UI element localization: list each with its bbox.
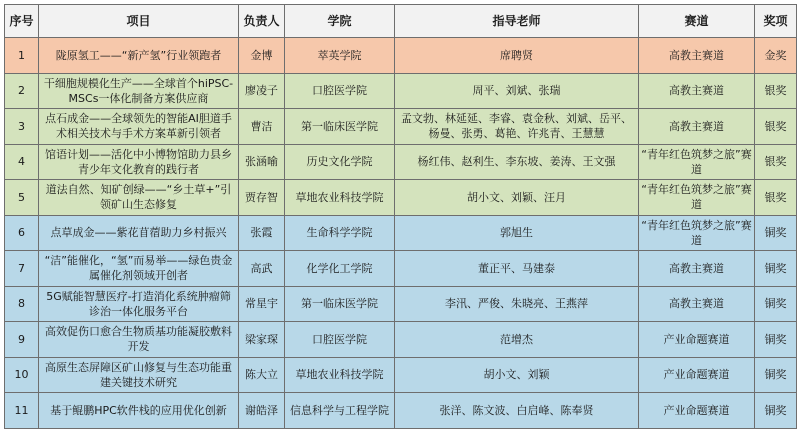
cell-college: 历史文化学院 [285, 144, 395, 180]
cell-leader: 常星宇 [239, 286, 285, 322]
cell-track: 高教主赛道 [639, 109, 755, 145]
cell-index: 10 [5, 357, 39, 393]
cell-college: 萃英学院 [285, 38, 395, 74]
header-leader: 负责人 [239, 5, 285, 38]
table-header [5, 5, 797, 38]
cell-award: 银奖 [755, 73, 797, 109]
cell-leader: 金博 [239, 38, 285, 74]
cell-college: 信息科学与工程学院 [285, 393, 395, 429]
cell-college: 草地农业科技学院 [285, 357, 395, 393]
cell-advisors: 张洋、陈文波、白启峰、陈奉贤 [395, 393, 639, 429]
cell-project: 馆语计划——活化中小博物馆助力县乡青少年文化教育的践行者 [39, 144, 239, 180]
cell-project: 点草成金——紫花苜蓿助力乡村振兴 [39, 215, 239, 251]
table-row [5, 251, 797, 287]
cell-advisors: 李汛、严俊、朱晓亮、王燕萍 [395, 286, 639, 322]
cell-leader: 高武 [239, 251, 285, 287]
cell-project: 道法自然、知矿创绿——“乡土草+”引领矿山生态修复 [39, 180, 239, 216]
cell-college: 化学化工学院 [285, 251, 395, 287]
table-row [5, 144, 797, 180]
table-row [5, 180, 797, 216]
cell-index: 9 [5, 322, 39, 358]
header-project: 项目 [39, 5, 239, 38]
cell-leader: 梁家琛 [239, 322, 285, 358]
cell-index: 11 [5, 393, 39, 429]
table-body [5, 38, 797, 429]
cell-track: 产业命题赛道 [639, 393, 755, 429]
cell-advisors: 孟文勃、林延延、李睿、袁金秋、刘斌、岳平、杨曼、张勇、葛艳、许兆青、王慧慧 [395, 109, 639, 145]
cell-advisors: 杨红伟、赵利生、李东坡、姜涛、王文强 [395, 144, 639, 180]
table-row [5, 109, 797, 145]
cell-track: 高教主赛道 [639, 251, 755, 287]
header-track: 赛道 [639, 5, 755, 38]
cell-college: 生命科学学院 [285, 215, 395, 251]
header-award: 奖项 [755, 5, 797, 38]
awards-table [4, 4, 797, 429]
cell-leader: 曹洁 [239, 109, 285, 145]
cell-track: “青年红色筑梦之旅”赛道 [639, 144, 755, 180]
cell-track: 产业命题赛道 [639, 357, 755, 393]
cell-leader: 张霞 [239, 215, 285, 251]
cell-project: 基于鲲鹏HPC软件栈的应用优化创新 [39, 393, 239, 429]
table-row [5, 322, 797, 358]
cell-leader: 陈大立 [239, 357, 285, 393]
cell-project: “洁”能催化，“氢”而易举——绿色贵金属催化剂领域开创者 [39, 251, 239, 287]
header-row [5, 5, 797, 38]
cell-index: 5 [5, 180, 39, 216]
cell-project: 点石成金——全球领先的智能AI胆道手术相关技术与手术方案革新引领者 [39, 109, 239, 145]
cell-track: 高教主赛道 [639, 286, 755, 322]
cell-track: 产业命题赛道 [639, 322, 755, 358]
cell-project: 高原生态屏障区矿山修复与生态功能重建关键技术研究 [39, 357, 239, 393]
cell-award: 银奖 [755, 144, 797, 180]
cell-index: 3 [5, 109, 39, 145]
cell-award: 铜奖 [755, 357, 797, 393]
cell-award: 银奖 [755, 109, 797, 145]
cell-index: 6 [5, 215, 39, 251]
cell-index: 1 [5, 38, 39, 74]
cell-project: 陇原氢工——“新产氢”行业领跑者 [39, 38, 239, 74]
header-college: 学院 [285, 5, 395, 38]
cell-leader: 谢皓泽 [239, 393, 285, 429]
cell-award: 铜奖 [755, 286, 797, 322]
cell-award: 金奖 [755, 38, 797, 74]
cell-award: 铜奖 [755, 251, 797, 287]
cell-leader: 廖凌子 [239, 73, 285, 109]
cell-leader: 贾存智 [239, 180, 285, 216]
table-row [5, 73, 797, 109]
cell-college: 草地农业科技学院 [285, 180, 395, 216]
cell-track: “青年红色筑梦之旅”赛道 [639, 215, 755, 251]
cell-track: 高教主赛道 [639, 38, 755, 74]
table-row [5, 393, 797, 429]
header-index: 序号 [5, 5, 39, 38]
cell-index: 2 [5, 73, 39, 109]
cell-advisors: 胡小文、刘颖 [395, 357, 639, 393]
table-row [5, 357, 797, 393]
cell-advisors: 周平、刘斌、张瑞 [395, 73, 639, 109]
header-advisors: 指导老师 [395, 5, 639, 38]
cell-advisors: 董正平、马建泰 [395, 251, 639, 287]
cell-college: 口腔医学院 [285, 322, 395, 358]
cell-award: 铜奖 [755, 215, 797, 251]
cell-college: 口腔医学院 [285, 73, 395, 109]
cell-project: 干细胞规模化生产——全球首个hiPSC-MSCs一体化制备方案供应商 [39, 73, 239, 109]
cell-track: “青年红色筑梦之旅”赛道 [639, 180, 755, 216]
cell-advisors: 胡小文、刘颖、汪月 [395, 180, 639, 216]
cell-leader: 张涵喻 [239, 144, 285, 180]
cell-project: 高效促伤口愈合生物质基功能凝胶敷料开发 [39, 322, 239, 358]
cell-college: 第一临床医学院 [285, 109, 395, 145]
cell-award: 银奖 [755, 180, 797, 216]
cell-award: 铜奖 [755, 393, 797, 429]
cell-advisors: 郭旭生 [395, 215, 639, 251]
cell-index: 7 [5, 251, 39, 287]
cell-advisors: 席聘贤 [395, 38, 639, 74]
cell-award: 铜奖 [755, 322, 797, 358]
table-row [5, 286, 797, 322]
table-row [5, 38, 797, 74]
table-row [5, 215, 797, 251]
cell-advisors: 范增杰 [395, 322, 639, 358]
cell-track: 高教主赛道 [639, 73, 755, 109]
cell-project: 5G赋能智慧医疗-打造消化系统肿瘤筛诊治一体化服务平台 [39, 286, 239, 322]
cell-college: 第一临床医学院 [285, 286, 395, 322]
cell-index: 4 [5, 144, 39, 180]
cell-index: 8 [5, 286, 39, 322]
